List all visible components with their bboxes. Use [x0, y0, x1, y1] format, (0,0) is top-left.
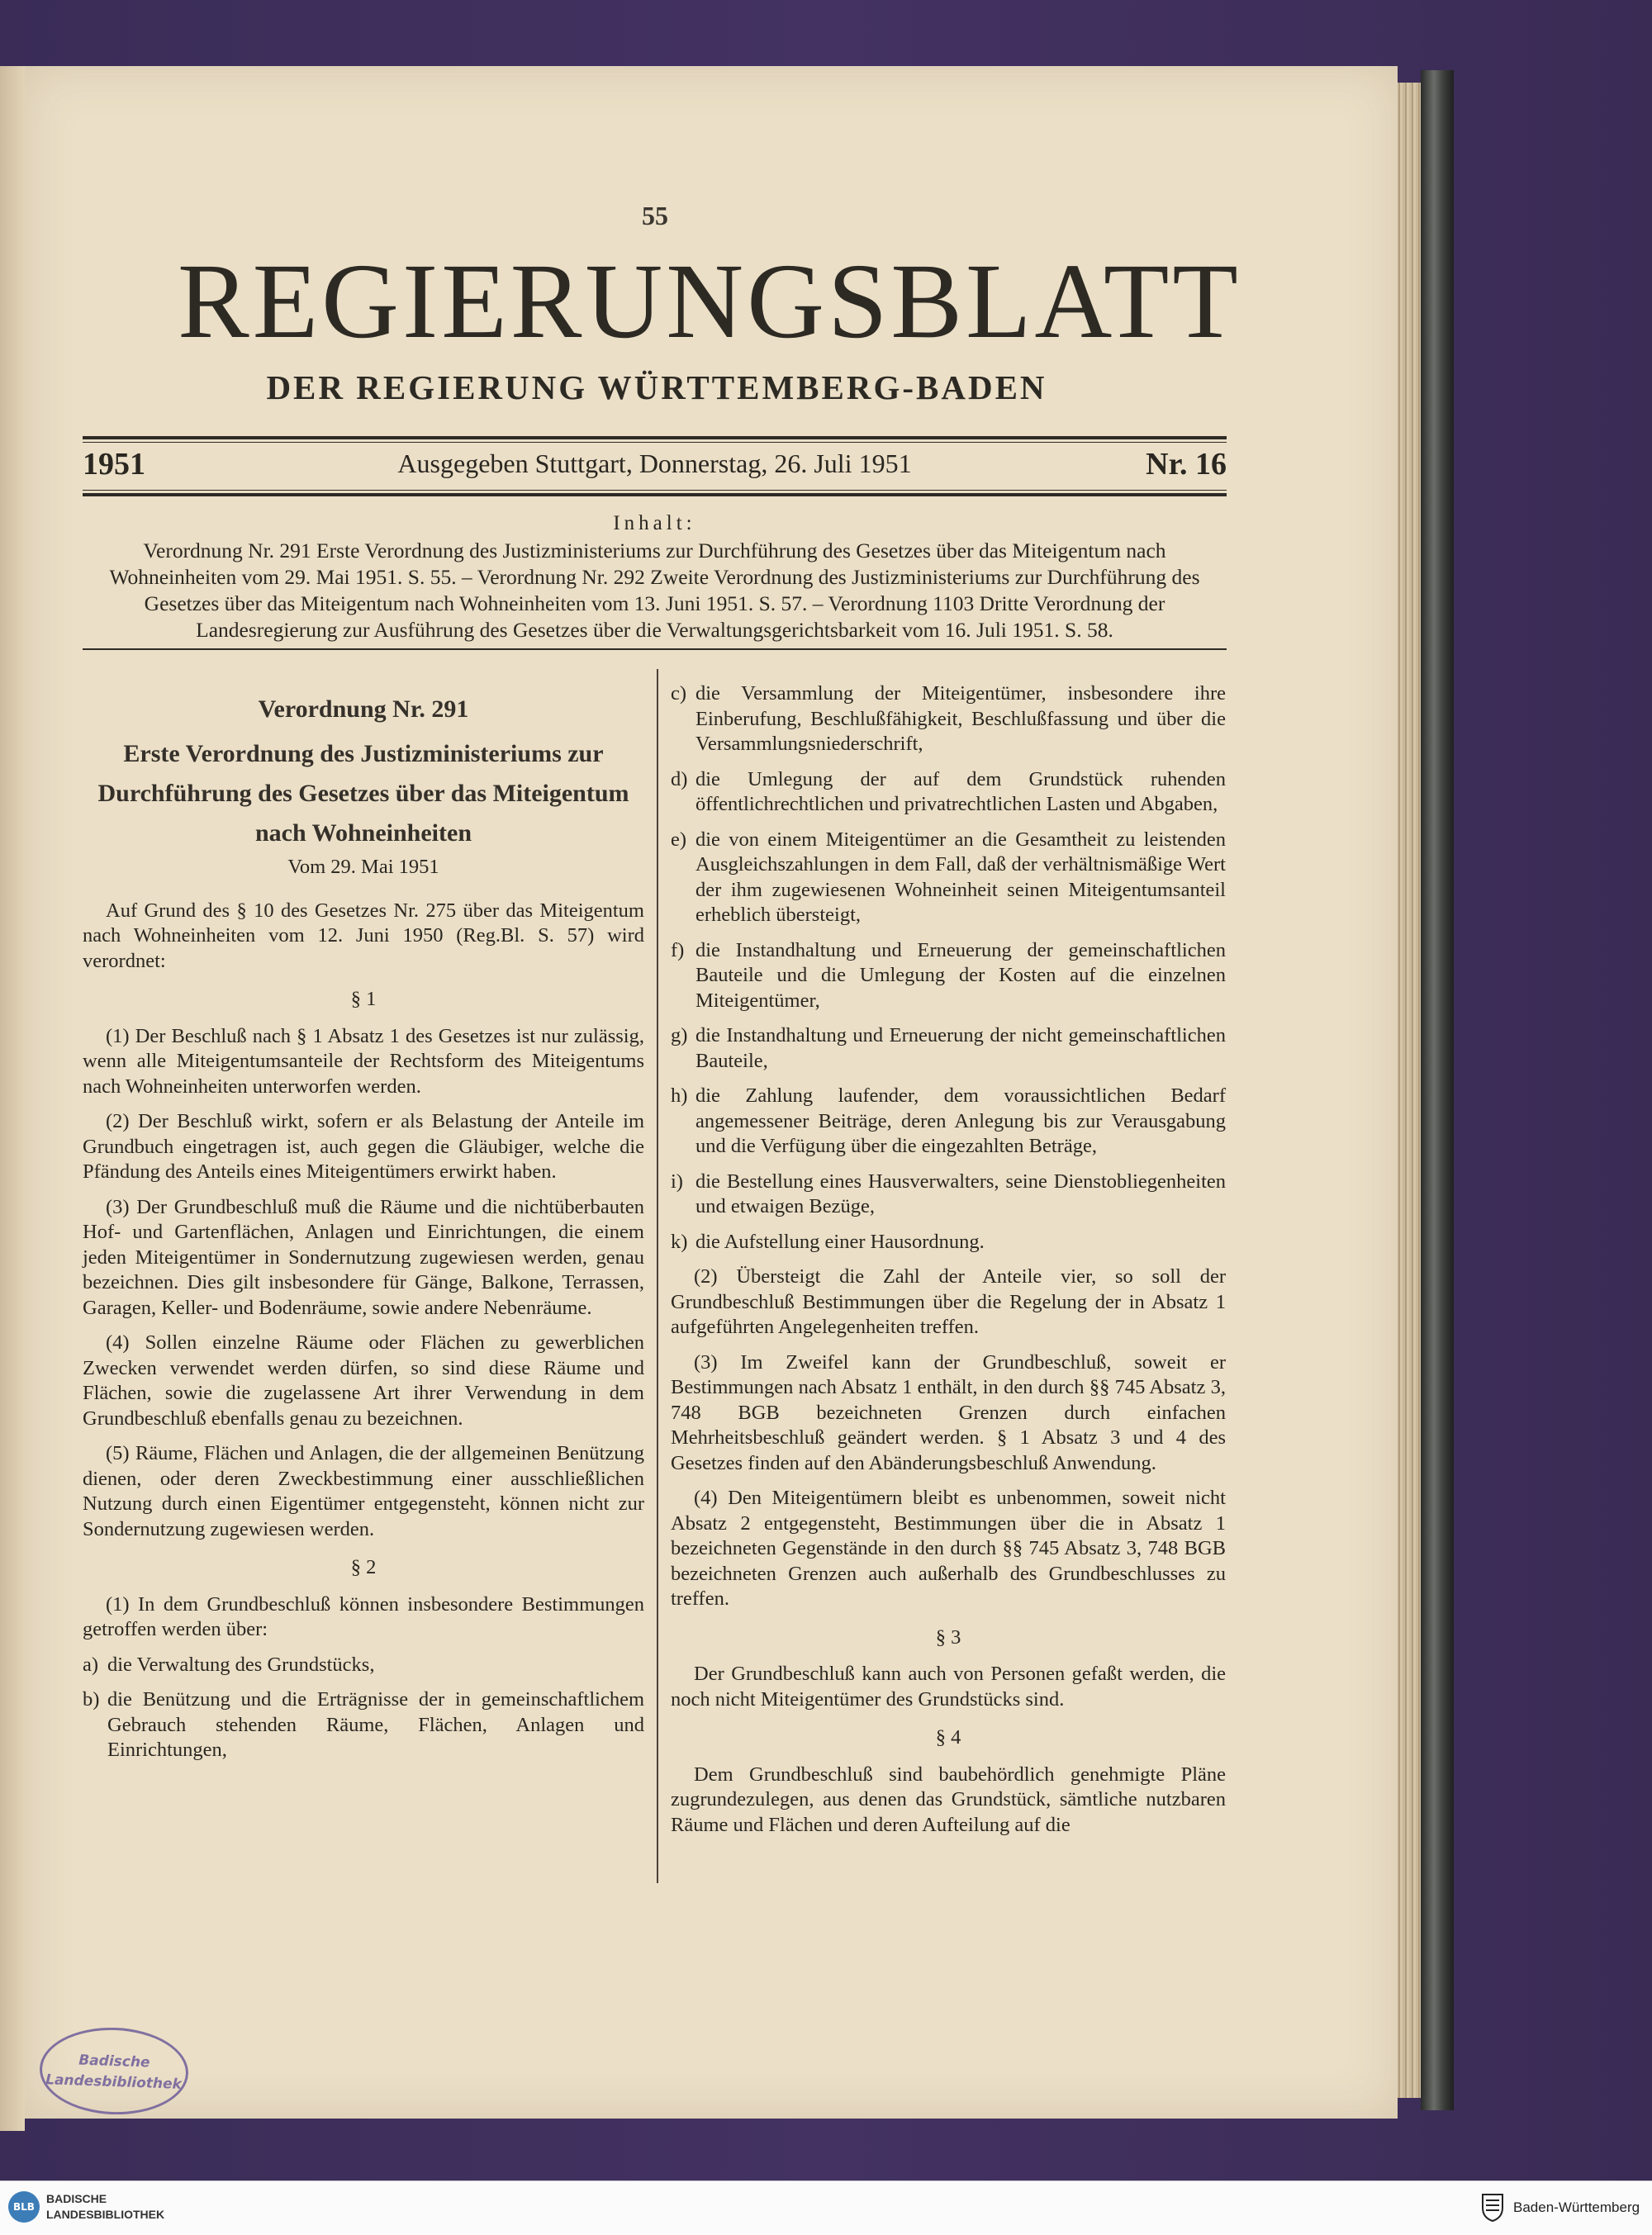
list-text: die Instandhaltung und Erneuerung der gemeinschaftlichen Bauteile und die Umlegung der Kosten auf die einzelnen Miteigentümer,	[695, 938, 1226, 1012]
column-divider	[657, 669, 658, 1883]
header-rule-top-thin	[83, 442, 1227, 443]
list-item	[671, 1170, 1226, 1220]
book-spine	[1421, 70, 1454, 2110]
paragraph: (4) Sollen einzelne Räume oder Flächen zu gewerblichen Zwecken verwendet werden dürfen, so sind diese Räume und Flächen, sowie die zugelassene Art ihrer Verwendung in dem Grundbeschluß ebenfalls genau zu bezeichnen.	[83, 1331, 644, 1430]
list-item	[83, 1653, 644, 1678]
list-label: c)	[671, 682, 687, 705]
list-item	[671, 767, 1226, 818]
previous-page-edge	[0, 66, 25, 2131]
list-item	[671, 1023, 1226, 1074]
baden-wuerttemberg-label[interactable]: Baden-Württemberg	[1513, 2199, 1640, 2215]
paragraph: Der Grundbeschluß kann auch von Personen gefaßt werden, die noch nicht Miteigentümer des Grundstücks sind.	[671, 1663, 1226, 1711]
paragraph: Auf Grund des § 10 des Gesetzes Nr. 275 über das Miteigentum nach Wohneinheiten vom 12. Juni 1950 (Reg.Bl. S. 57) wird verordnet:	[83, 899, 644, 972]
issue-year: 1951	[83, 447, 145, 482]
issue-number: Nr. 16	[1146, 447, 1227, 482]
ordinance-number: Verordnung Nr. 291	[258, 695, 469, 723]
list-item	[671, 681, 1226, 757]
list-label: a)	[83, 1653, 99, 1676]
paragraph: (3) Der Grundbeschluß muß die Räume und die nichtüberbauten Hof- und Gartenflächen, Anlagen und Einrichtungen, die einem jeden Miteigentümer in Sondernutzung zugewiesen werden, genau bezeichnen. Dies gilt insbesondere für Gänge, Balkone, Terrassen, Garagen, Keller- und Bodenräume, sowie andere Nebenräume.	[83, 1195, 644, 1319]
stamp-line2: Landesbibliothek	[45, 2071, 183, 2093]
header-rule-top	[83, 436, 1227, 439]
list-label: d)	[671, 767, 688, 790]
blb-name-line2: LANDESBIBLIOTHEK	[46, 2208, 165, 2221]
list-label: k)	[671, 1230, 688, 1253]
paragraph: (3) Im Zweifel kann der Grundbeschluß, soweit er Bestimmungen nach Absatz 1 enthält, in den durch §§ 745 Absatz 3, 748 BGB bezeichneten Grenzen durch einfachen Mehrheitsbeschluß geändert werden. § 1 Absatz 3 und 4 des Gesetzes finden auf den Abänderungsbeschluß Anwendung.	[671, 1350, 1226, 1474]
paragraph: Dem Grundbeschluß sind baubehördlich genehmigte Pläne zugrundezulegen, aus denen das Grundstück, sämtliche nutzbaren Räume und Flächen und deren Aufteilung auf die	[671, 1763, 1226, 1836]
list-label: f)	[671, 938, 685, 961]
ordinance-title-line1: Erste Verordnung des Justizministeriums zur	[123, 740, 604, 767]
list-text: die Instandhaltung und Erneuerung der nicht gemeinschaftlichen Bauteile,	[695, 1024, 1226, 1072]
contents-rule	[83, 648, 1227, 650]
blb-logo-icon[interactable]: BLB	[8, 2191, 40, 2223]
stamp-line1: Badische	[78, 2052, 150, 2071]
left-column	[83, 690, 644, 1773]
blb-name[interactable]	[46, 2191, 164, 2223]
list-text: die Benützung und die Erträgnisse der in gemeinschaftlichem Gebrauch stehenden Räume, Flächen, Anlagen und Einrichtungen,	[107, 1688, 644, 1761]
ordinance-date: Vom 29. Mai 1951	[287, 856, 439, 878]
paragraph: (1) In dem Grundbeschluß können insbesondere Bestimmungen getroffen werden über:	[83, 1592, 644, 1640]
header-rule-bottom-thin	[83, 490, 1227, 491]
page-stack-edge	[1396, 83, 1421, 2098]
section-heading: § 4	[935, 1726, 961, 1749]
list-item	[83, 1687, 644, 1763]
list-label: h)	[671, 1084, 688, 1107]
list-item	[671, 1084, 1226, 1160]
list-text: die Zahlung laufender, dem voraussichtlichen Bedarf angemessener Beiträge, deren Anlegung bis zur Verausgabung und die Verfügung über die eingezahlten Beträge,	[695, 1084, 1226, 1157]
issue-date: Ausgegeben Stuttgart, Donnerstag, 26. Juli 1951	[397, 448, 912, 478]
list-label: e)	[671, 828, 687, 851]
list-text: die Verwaltung des Grundstücks,	[107, 1653, 375, 1676]
section-heading: § 2	[350, 1556, 377, 1578]
paragraph: (5) Räume, Flächen und Anlagen, die der allgemeinen Benützung dienen, oder deren Zweckbestimmung einer ausschließlichen Nutzung durch einen Eigentümer entgegensteht, können nicht zur Sondernutzung zugewiesen werden.	[83, 1442, 644, 1540]
list-label: i)	[671, 1170, 683, 1193]
list-item	[671, 828, 1226, 928]
list-text: die Aufstellung einer Hausordnung.	[695, 1230, 985, 1253]
contents-text: Verordnung Nr. 291 Erste Verordnung des Justizministeriums zur Durchführung des Gesetzes über das Miteigentum nach Wohneinheiten vom 29. Mai 1951. S. 55. – Verordnung Nr. 292 Zweite Verordnung des Justizministeriums zur Durchführung des Gesetzes über das Miteigentum nach Wohneinheiten vom 13. Juni 1951. S. 57. – Verordnung 1103 Dritte Verordnung der Landesregierung zur Ausführung des Gesetzes über die Verwaltungsgerichtsbarkeit vom 16. Juli 1951. S. 58.	[109, 539, 1200, 642]
footer-bar	[0, 2180, 1652, 2235]
list-label: g)	[671, 1024, 688, 1046]
header-rule-bottom	[83, 493, 1227, 496]
list-item	[671, 938, 1226, 1014]
section-heading: § 1	[350, 988, 377, 1010]
contents-heading: Inhalt:	[613, 512, 696, 534]
ordinance-title-line3: nach Wohneinheiten	[254, 819, 472, 847]
page-number: 55	[642, 201, 668, 230]
masthead-title: REGIERUNGSBLATT	[178, 242, 1241, 361]
dateline	[83, 446, 1227, 487]
baden-wuerttemberg-crest-icon[interactable]	[1480, 2191, 1505, 2223]
list-label: b)	[83, 1688, 100, 1711]
paragraph: (2) Der Beschluß wirkt, sofern er als Belastung der Anteile im Grundbuch eingetragen ist, auch gegen die Gläubiger, welche die Pfändung des Anteils eines Miteigentümers erwirkt haben.	[83, 1110, 644, 1183]
paragraph: (1) Der Beschluß nach § 1 Absatz 1 des Gesetzes ist nur zulässig, wenn alle Miteigentumsanteile der Rechtsform des Miteigentums nach Wohneinheiten unterworfen werden.	[83, 1024, 644, 1098]
list-item	[671, 1230, 1226, 1255]
paragraph: (2) Übersteigt die Zahl der Anteile vier, so soll der Grundbeschluß Bestimmungen über die Regelung der in Absatz 1 aufgeführten Angelegenheiten treffen.	[671, 1265, 1226, 1338]
list-text: die von einem Miteigentümer an die Gesamtheit zu leistenden Ausgleichszahlungen in dem Fall, daß der verhältnismäßige Wert der ihm zugewiesenen Wohneinheit seinen Miteigentumsanteil erheblich übersteigt,	[695, 828, 1226, 926]
ordinance-title-line2: Durchführung des Gesetzes über das Miteigentum	[97, 780, 629, 807]
right-column	[671, 681, 1226, 1848]
list-text: die Versammlung der Miteigentümer, insbesondere ihre Einberufung, Beschlußfähigkeit, Beschlußfassung und über die Versammlungsniederschrift,	[695, 682, 1226, 755]
section-heading: § 3	[935, 1625, 961, 1649]
blb-name-line1: BADISCHE	[46, 2192, 107, 2205]
list-text: die Umlegung der auf dem Grundstück ruhenden öffentlichrechtlichen und privatrechtlichen Lasten und Abgaben,	[695, 767, 1226, 815]
masthead-subtitle: DER REGIERUNG WÜRTTEMBERG-BADEN	[266, 368, 1047, 406]
paragraph: (4) Den Miteigentümern bleibt es unbenommen, soweit nicht Absatz 2 entgegensteht, Bestimmungen über die in Absatz 1 bezeichneten Gegenstände in den durch §§ 745 Absatz 3, 748 BGB bezeichneten Grenzen auch außerhalb des Grundbeschlusses zu treffen.	[671, 1487, 1226, 1610]
list-text: die Bestellung eines Hausverwalters, seine Dienstobliegenheiten und etwaigen Bezüge,	[695, 1170, 1226, 1217]
